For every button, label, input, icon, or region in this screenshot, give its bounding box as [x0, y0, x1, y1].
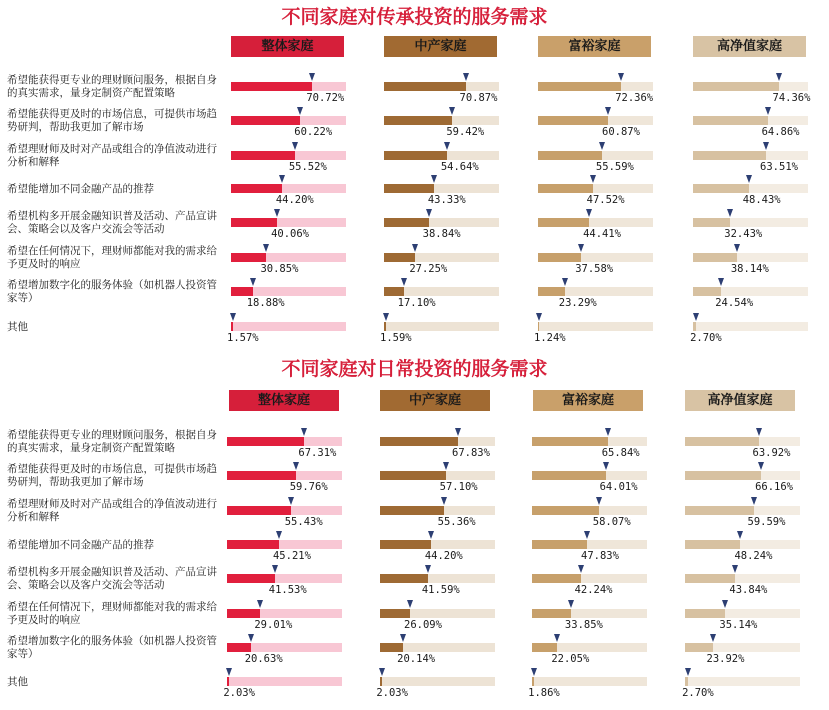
bar	[384, 184, 434, 193]
data-label: 43.33%	[427, 194, 466, 206]
bar-track	[685, 471, 800, 480]
data-label: 59.59%	[747, 516, 786, 528]
bar	[384, 116, 452, 125]
bar-track	[538, 82, 653, 91]
data-label: 47.52%	[586, 194, 625, 206]
bar	[538, 151, 602, 160]
bar-track	[384, 322, 499, 331]
value-marker	[685, 668, 691, 676]
bar-track	[532, 506, 647, 515]
value-marker	[722, 600, 728, 608]
value-marker	[309, 73, 315, 81]
data-label: 20.63%	[244, 653, 283, 665]
bar-track	[685, 437, 800, 446]
bar-track	[227, 437, 342, 446]
bar	[532, 574, 581, 583]
bar-track	[227, 643, 342, 652]
data-label: 1.57%	[227, 332, 259, 344]
bar	[538, 287, 565, 296]
data-label: 48.24%	[734, 550, 773, 562]
data-label: 2.70%	[690, 332, 722, 344]
bar-track	[693, 253, 808, 262]
bar	[384, 82, 466, 91]
bar-track	[380, 643, 495, 652]
data-label: 59.42%	[446, 126, 485, 138]
bar	[231, 184, 282, 193]
bar-track	[380, 677, 495, 686]
bar	[384, 322, 386, 331]
data-label: 44.20%	[424, 550, 463, 562]
value-marker	[776, 73, 782, 81]
data-label: 1.59%	[380, 332, 412, 344]
bar-track	[693, 151, 808, 160]
bar-track	[384, 151, 499, 160]
bar	[384, 151, 447, 160]
category-label: 希望在任何情况下，理财师都能对我的需求给予更及时的响应	[7, 601, 217, 626]
data-label: 60.87%	[602, 126, 640, 138]
data-label: 2.03%	[376, 687, 408, 699]
category-label: 希望增加数字化的服务体验（如机器人投资管家等）	[7, 279, 217, 304]
value-marker	[412, 244, 418, 252]
bar-track	[231, 322, 346, 331]
bar-track	[532, 609, 647, 618]
data-label: 70.87%	[459, 92, 498, 104]
data-label: 44.20%	[275, 194, 314, 206]
value-marker	[444, 142, 450, 150]
value-marker	[758, 462, 764, 470]
bar	[227, 643, 251, 652]
bar-track	[380, 471, 495, 480]
value-marker	[250, 278, 256, 286]
data-label: 60.22%	[294, 126, 333, 138]
bar-track	[227, 471, 342, 480]
bar	[384, 287, 404, 296]
bar-track	[231, 218, 346, 227]
value-marker	[401, 278, 407, 286]
bar-track	[538, 253, 653, 262]
legend-header: 整体家庭	[231, 36, 344, 57]
bar	[693, 253, 737, 262]
value-marker	[443, 462, 449, 470]
value-marker	[746, 175, 752, 183]
data-label: 58.07%	[592, 516, 631, 528]
bar	[685, 506, 754, 515]
chart-title: 不同家庭对日常投资的服务需求	[281, 358, 548, 380]
bar-track	[685, 677, 800, 686]
bar-track	[538, 322, 653, 331]
value-marker	[605, 428, 611, 436]
bar-track	[685, 574, 800, 583]
bar-track	[227, 677, 342, 686]
data-label: 26.09%	[404, 619, 442, 631]
bar	[231, 218, 277, 227]
bar-track	[384, 184, 499, 193]
data-label: 38.14%	[730, 263, 769, 275]
bar	[384, 218, 429, 227]
bar-track	[693, 322, 808, 331]
data-label: 47.83%	[581, 550, 619, 562]
legend-header: 富裕家庭	[533, 390, 643, 411]
bar	[231, 287, 253, 296]
data-label: 40.06%	[271, 228, 309, 240]
value-marker	[400, 634, 406, 642]
bar	[380, 574, 428, 583]
bar-track	[231, 287, 346, 296]
bar-track	[231, 184, 346, 193]
legend-header: 高净值家庭	[685, 390, 795, 411]
data-label: 38.84%	[422, 228, 461, 240]
category-label: 希望机构多开展金融知识普及活动、产品宣讲会、策略会以及客户交流会等活动	[7, 210, 217, 235]
data-label: 42.24%	[574, 584, 613, 596]
bar	[693, 116, 768, 125]
bar	[538, 116, 608, 125]
bar	[227, 677, 229, 686]
bar-track	[693, 218, 808, 227]
value-marker	[554, 634, 560, 642]
value-marker	[379, 668, 385, 676]
value-marker	[584, 531, 590, 539]
bar-track	[380, 609, 495, 618]
bar-track	[384, 253, 499, 262]
value-marker	[463, 73, 469, 81]
value-marker	[274, 209, 280, 217]
bar	[231, 151, 295, 160]
value-marker	[536, 313, 542, 321]
bar	[685, 471, 761, 480]
bar	[532, 540, 587, 549]
category-label: 希望能获得更及时的市场信息，可提供市场趋势研判，帮助我更加了解市场	[7, 463, 217, 488]
bar	[231, 322, 233, 331]
data-label: 2.70%	[682, 687, 714, 699]
bar-track	[685, 643, 800, 652]
value-marker	[431, 175, 437, 183]
value-marker	[693, 313, 699, 321]
data-label: 63.51%	[760, 161, 798, 173]
data-label: 18.88%	[246, 297, 285, 309]
data-label: 59.76%	[289, 481, 328, 493]
bar	[538, 322, 539, 331]
data-label: 55.52%	[288, 161, 327, 173]
data-label: 66.16%	[755, 481, 794, 493]
bar-track	[227, 506, 342, 515]
bar-track	[384, 287, 499, 296]
bar-track	[693, 82, 808, 91]
bar-track	[380, 506, 495, 515]
data-label: 55.36%	[437, 516, 476, 528]
value-marker	[599, 142, 605, 150]
value-marker	[568, 600, 574, 608]
value-marker	[272, 565, 278, 573]
data-label: 1.24%	[534, 332, 566, 344]
data-label: 23.29%	[558, 297, 597, 309]
category-label: 希望能获得更及时的市场信息，可提供市场趋势研判，帮助我更加了解市场	[7, 108, 217, 133]
value-marker	[425, 565, 431, 573]
bar-track	[532, 437, 647, 446]
bar	[685, 437, 759, 446]
value-marker	[603, 462, 609, 470]
bar-track	[693, 287, 808, 296]
category-label: 希望能获得更专业的理财顾问服务，根据自身的真实需求，量身定制资产配置策略	[7, 74, 217, 99]
value-marker	[718, 278, 724, 286]
bar	[380, 471, 446, 480]
data-label: 35.14%	[719, 619, 758, 631]
bar	[532, 437, 608, 446]
data-label: 67.31%	[298, 447, 337, 459]
bar	[538, 82, 621, 91]
bar-track	[538, 184, 653, 193]
bar	[227, 437, 304, 446]
bar-track	[380, 540, 495, 549]
data-label: 41.59%	[421, 584, 460, 596]
data-label: 24.54%	[715, 297, 754, 309]
bar	[380, 609, 410, 618]
category-label: 希望增加数字化的服务体验（如机器人投资管家等）	[7, 635, 217, 660]
data-label: 45.21%	[272, 550, 311, 562]
bar	[227, 506, 291, 515]
data-label: 70.72%	[306, 92, 345, 104]
bar-track	[227, 609, 342, 618]
value-marker	[407, 600, 413, 608]
legend-header: 高净值家庭	[693, 36, 806, 57]
value-marker	[710, 634, 716, 642]
value-marker	[297, 107, 303, 115]
value-marker	[596, 497, 602, 505]
bar-track	[384, 82, 499, 91]
value-marker	[751, 497, 757, 505]
data-label: 2.03%	[223, 687, 255, 699]
data-label: 55.59%	[595, 161, 634, 173]
bar	[693, 322, 696, 331]
data-label: 48.43%	[742, 194, 781, 206]
value-marker	[292, 142, 298, 150]
category-label: 希望能增加不同金融产品的推荐	[7, 183, 154, 195]
bar	[693, 184, 749, 193]
value-marker	[765, 107, 771, 115]
data-label: 55.43%	[284, 516, 323, 528]
value-marker	[455, 428, 461, 436]
bar	[693, 82, 779, 91]
category-label: 其他	[7, 321, 28, 333]
legend-header: 富裕家庭	[538, 36, 651, 57]
category-label: 希望理财师及时对产品或组合的净值波动进行分析和解释	[7, 143, 217, 168]
bar-track	[532, 574, 647, 583]
bar	[693, 151, 766, 160]
legend-header: 中产家庭	[380, 390, 490, 411]
bar	[384, 253, 415, 262]
value-marker	[441, 497, 447, 505]
value-marker	[578, 244, 584, 252]
legend-header: 中产家庭	[384, 36, 497, 57]
bar-track	[532, 677, 647, 686]
value-marker	[737, 531, 743, 539]
bar-track	[532, 471, 647, 480]
bar	[685, 609, 725, 618]
bar	[538, 218, 589, 227]
data-label: 27.25%	[409, 263, 448, 275]
bar	[231, 253, 266, 262]
bar	[685, 677, 688, 686]
bar-track	[231, 82, 346, 91]
data-label: 29.01%	[254, 619, 293, 631]
bar	[380, 540, 431, 549]
bar	[693, 218, 730, 227]
value-marker	[732, 565, 738, 573]
value-marker	[531, 668, 537, 676]
bar-track	[380, 437, 495, 446]
data-label: 17.10%	[397, 297, 436, 309]
value-marker	[263, 244, 269, 252]
data-label: 23.92%	[706, 653, 745, 665]
bar	[227, 540, 279, 549]
value-marker	[257, 600, 263, 608]
value-marker	[248, 634, 254, 642]
bar	[380, 677, 382, 686]
value-marker	[756, 428, 762, 436]
value-marker	[383, 313, 389, 321]
bar	[685, 574, 735, 583]
bar	[532, 609, 571, 618]
category-label: 希望机构多开展金融知识普及活动、产品宣讲会、策略会以及客户交流会等活动	[7, 566, 217, 591]
bar-track	[231, 151, 346, 160]
data-label: 54.64%	[440, 161, 479, 173]
value-marker	[586, 209, 592, 217]
data-label: 72.36%	[615, 92, 654, 104]
bar-track	[380, 574, 495, 583]
bar	[685, 540, 740, 549]
bar-track	[384, 116, 499, 125]
data-label: 64.01%	[599, 481, 638, 493]
value-marker	[426, 209, 432, 217]
value-marker	[763, 142, 769, 150]
data-label: 20.14%	[397, 653, 436, 665]
value-marker	[449, 107, 455, 115]
data-label: 33.85%	[564, 619, 603, 631]
category-label: 希望理财师及时对产品或组合的净值波动进行分析和解释	[7, 498, 217, 523]
data-label: 1.86%	[528, 687, 560, 699]
bar	[227, 609, 260, 618]
data-label: 32.43%	[724, 228, 763, 240]
bar-track	[532, 540, 647, 549]
bar	[380, 506, 444, 515]
category-label: 希望在任何情况下，理财师都能对我的需求给予更及时的响应	[7, 245, 217, 270]
bar-track	[384, 218, 499, 227]
value-marker	[605, 107, 611, 115]
bar-track	[538, 218, 653, 227]
bar	[685, 643, 713, 652]
bar	[231, 82, 312, 91]
chart-title: 不同家庭对传承投资的服务需求	[281, 6, 548, 28]
value-marker	[279, 175, 285, 183]
data-label: 65.84%	[601, 447, 640, 459]
value-marker	[301, 428, 307, 436]
bar	[538, 184, 593, 193]
data-label: 63.92%	[752, 447, 791, 459]
bar	[532, 506, 599, 515]
data-label: 22.05%	[551, 653, 590, 665]
bar	[532, 471, 606, 480]
bar-track	[231, 253, 346, 262]
value-marker	[293, 462, 299, 470]
data-label: 41.53%	[268, 584, 307, 596]
bar	[532, 677, 534, 686]
data-label: 57.10%	[439, 481, 478, 493]
value-marker	[226, 668, 232, 676]
data-label: 30.85%	[260, 263, 299, 275]
bar-track	[231, 116, 346, 125]
data-label: 43.84%	[729, 584, 768, 596]
bar	[380, 437, 458, 446]
value-marker	[727, 209, 733, 217]
value-marker	[230, 313, 236, 321]
bar-track	[693, 184, 808, 193]
bar	[538, 253, 581, 262]
bar-track	[693, 116, 808, 125]
data-label: 67.83%	[452, 447, 490, 459]
legend-header: 整体家庭	[229, 390, 339, 411]
data-label: 74.36%	[772, 92, 811, 104]
bar	[532, 643, 557, 652]
bar-track	[685, 609, 800, 618]
bar-track	[227, 540, 342, 549]
value-marker	[428, 531, 434, 539]
value-marker	[288, 497, 294, 505]
category-label: 希望能增加不同金融产品的推荐	[7, 539, 154, 551]
category-label: 希望能获得更专业的理财顾问服务，根据自身的真实需求，量身定制资产配置策略	[7, 429, 217, 454]
bar-track	[685, 506, 800, 515]
data-label: 64.86%	[761, 126, 800, 138]
data-label: 44.41%	[583, 228, 621, 240]
bar	[231, 116, 300, 125]
value-marker	[734, 244, 740, 252]
bar-track	[227, 574, 342, 583]
bar-track	[685, 540, 800, 549]
value-marker	[562, 278, 568, 286]
value-marker	[590, 175, 596, 183]
category-label: 其他	[7, 676, 28, 688]
value-marker	[578, 565, 584, 573]
bar-track	[538, 116, 653, 125]
bar-track	[538, 151, 653, 160]
value-marker	[618, 73, 624, 81]
bar-track	[532, 643, 647, 652]
bar	[693, 287, 721, 296]
value-marker	[276, 531, 282, 539]
bar-track	[538, 287, 653, 296]
data-label: 37.58%	[575, 263, 614, 275]
bar	[227, 574, 275, 583]
bar	[227, 471, 296, 480]
bar	[380, 643, 403, 652]
